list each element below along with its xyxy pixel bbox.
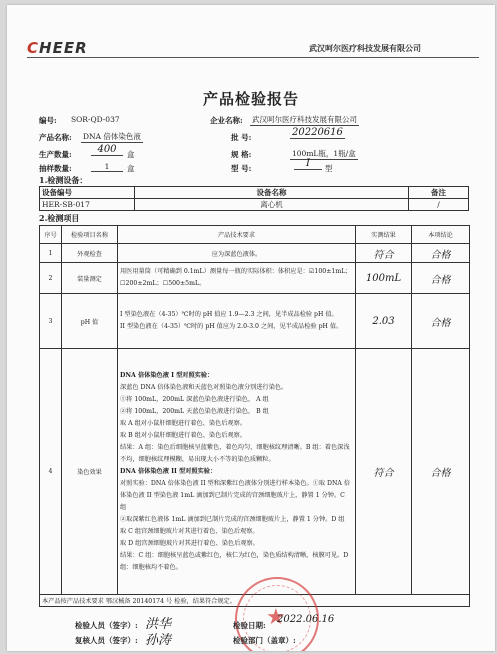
- equipment-table: [39, 186, 469, 211]
- reviewer-signature: 孙涛: [145, 633, 172, 648]
- row2-no: 2: [40, 263, 62, 294]
- row2-item: 装量测定: [62, 263, 118, 294]
- model-unit: 型: [325, 164, 333, 173]
- row1-conclusion: 合格: [412, 244, 470, 263]
- dept-label: 检验部门（盖章）:: [233, 636, 296, 645]
- batch-label: 批 号:: [231, 133, 252, 142]
- qty-value: 400: [91, 144, 123, 156]
- model-label: 型 号:: [231, 164, 252, 173]
- batch-value: 20220616: [292, 127, 343, 138]
- equipment-no: HER-SB-017: [40, 199, 135, 211]
- row2-result: 100mL: [356, 263, 412, 294]
- spec-value: 100mL瓶，1瓶/盒: [292, 149, 356, 158]
- standard-note: 本产品按产品技术要求 鄂汉械备 20140174 号 检验，结果符合规定。: [40, 595, 470, 607]
- header-divider: [27, 57, 479, 58]
- row3-result: 2.03: [356, 294, 412, 349]
- header-company-name: 武汉呵尔医疗科技发展有限公司: [309, 43, 421, 53]
- row3-item: pH 值: [62, 294, 118, 349]
- inspection-header-result: 实测结果: [356, 226, 412, 244]
- inspection-header-no: 序号: [40, 226, 62, 244]
- row1-result: 符合: [356, 244, 412, 263]
- row3-conclusion: 合格: [412, 294, 470, 349]
- equipment-header-name: 设备名称: [135, 187, 409, 199]
- row4-requirement: DNA 倍体染色液 I 型对照实验： 深蓝色 DNA 倍体染色液和天蓝色对照染色液分别进行染色。 ①将 100mL，200mL 深蓝色染色液进行染色， A 组 ②将 100mL，200mL 天蓝色染色液进行染色， B 组 取 A 组对小鼠肝细胞进行着色、染色后观察。 取 B 组对小鼠肝细胞进行着色、染色后观察。 结果：A 组：染色后细胞核呈蓝紫色，着色均匀，细胞核纹理清晰。B 组：着色深浅不均，细胞核纹理模糊，易出现大小不等的染色质颗粒。 DNA 倍体染色液 II 型对照实验： 对照实验：DNA 倍体染色液 II 型和深紫红色液体分别进行样本染色。①取 DNA 倍体染色液 II 型染色液 1mL 滴加到已制片完成的宫颈细胞玻片上，静置 1 分钟。C 组 ②取深紫红色液体 1mL 滴加到已制片完成的宫颈细胞玻片上，静置 1 分钟。D 组 取 C 组宫颈细胞玻片对其进行着色、染色后观察。 取 D 组宫颈细胞玻片对其进行着色、染色后观察。 结果：C 组：细胞核呈蓝色或紫红色，核仁为红色，染色质结构清晰，核膜可见。D 组：细胞核均不着色。: [118, 349, 356, 595]
- equipment-note: /: [409, 199, 469, 211]
- seal-star-icon: ★: [266, 605, 286, 630]
- enterprise-label: 企业名称:: [210, 116, 243, 125]
- row4-result: 符合: [356, 349, 412, 595]
- sample-value: 1: [91, 162, 123, 172]
- report-no-label: 编号:: [39, 116, 57, 125]
- date-value: 2022.06.16: [277, 614, 335, 625]
- model-value: I: [294, 158, 322, 170]
- row4-no: 4: [40, 349, 62, 595]
- row3-requirement: I 型染色液在（4-35）℃时的 pH 值应 1.9—2.3 之间，见半成品检验 pH 值。 II 型染色液在（4-35）℃时的 pH 值应为 2.0-3.0 之间，见半成品检验 pH 值。: [118, 294, 356, 349]
- row4-conclusion: 合格: [412, 349, 470, 595]
- inspection-header-requirement: 产品技术要求: [118, 226, 356, 244]
- row3-no: 3: [40, 294, 62, 349]
- row1-no: 1: [40, 244, 62, 263]
- row2-conclusion: 合格: [412, 263, 470, 294]
- equipment-header-note: 备注: [409, 187, 469, 199]
- section2-title: 2.检测项目: [39, 213, 80, 223]
- equipment-name: 离心机: [135, 199, 409, 211]
- sample-unit: 盒: [127, 164, 135, 173]
- product-value: DNA 倍体染色液: [83, 132, 141, 141]
- qty-unit: 盒: [127, 150, 135, 159]
- product-label: 产品名称:: [39, 133, 72, 142]
- inspector-signature: 洪华: [145, 617, 172, 632]
- section1-title: 1.检测设备：: [39, 175, 88, 185]
- inspection-table: [39, 225, 470, 607]
- date-label: 检验日期:: [233, 621, 266, 630]
- row1-requirement: 应为深蓝色液体。: [118, 244, 356, 263]
- inspector-label: 检验人员（签字）:: [75, 621, 138, 630]
- inspection-header-item: 检验项目名称: [62, 226, 118, 244]
- report-no-value: SOR-QD-037: [71, 115, 120, 124]
- inspection-header-conclusion: 本项结论: [412, 226, 470, 244]
- reviewer-label: 复核人员（签字）:: [75, 636, 138, 645]
- report-page: [7, 5, 495, 651]
- row1-item: 外观检查: [62, 244, 118, 263]
- row4-item: 染色效果: [62, 349, 118, 595]
- spec-label: 规 格:: [231, 150, 252, 159]
- equipment-header-no: 设备编号: [40, 187, 135, 199]
- enterprise-value: 武汉呵尔医疗科技发展有限公司: [252, 115, 357, 124]
- sample-label: 抽样数量:: [39, 164, 72, 173]
- row2-requirement: 用医用量筒（可精确到 0.1mL）测量每一瓶的实际体积：体积应是：☑100±1mL；☐200±2mL；☐500±5mL。: [118, 263, 356, 294]
- company-logo: CHEER: [27, 39, 88, 57]
- report-title: 产品检验报告: [202, 90, 299, 108]
- qty-label: 生产数量:: [39, 150, 72, 159]
